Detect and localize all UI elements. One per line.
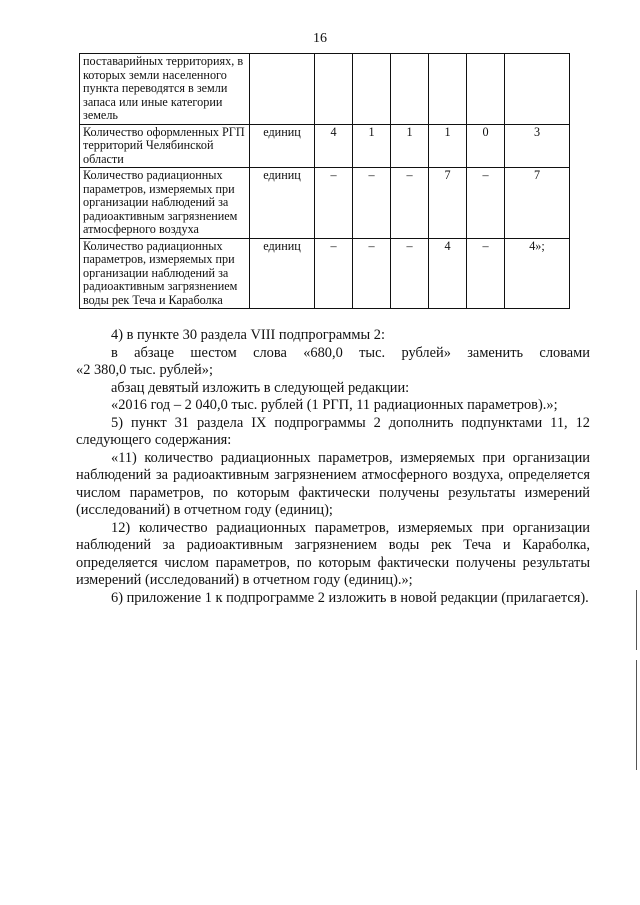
indicators-table bbox=[79, 53, 570, 309]
indicator-name: Количество радиационных параметров, измеряемых при организации наблюдений за радиоактивным загрязнением атмосферного воздуха bbox=[80, 168, 250, 239]
table-row bbox=[80, 124, 570, 168]
indicator-value: 1 bbox=[353, 124, 391, 168]
indicator-value: 3 bbox=[505, 124, 570, 168]
indicator-unit bbox=[250, 54, 315, 125]
paragraph: 4) в пункте 30 раздела VIII подпрограммы 2: bbox=[111, 327, 385, 343]
indicator-value: 4»; bbox=[505, 238, 570, 309]
indicator-value bbox=[429, 54, 467, 125]
indicator-unit: единиц bbox=[250, 124, 315, 168]
indicator-name: Количество оформленных РГП территорий Челябинской области bbox=[80, 124, 250, 168]
paragraph: «11) количество радиационных параметров, измеряемых при организации наблюдений за радиоактивным загрязнением атмосферного воздуха, определяется числом параметров, по которым фактически получены результаты измерений (исследований) в отчетном году (единиц); bbox=[76, 449, 590, 518]
indicator-value bbox=[505, 54, 570, 125]
indicator-value: – bbox=[391, 168, 429, 239]
paragraph: 12) количество радиационных параметров, измеряемых при организации наблюдений за радиоактивным загрязнением воды рек Теча и Караболка, определяется числом параметров, по которым фактически получены результаты измерений (исследований) в отчетном году (единиц).»; bbox=[76, 519, 590, 588]
table-row bbox=[80, 54, 570, 125]
document-body bbox=[76, 327, 590, 607]
indicator-value: – bbox=[315, 168, 353, 239]
indicator-value: – bbox=[353, 238, 391, 309]
indicator-value: 0 bbox=[467, 124, 505, 168]
indicator-value: 4 bbox=[315, 124, 353, 168]
paragraph: абзац девятый изложить в следующей редакции: bbox=[111, 379, 410, 396]
indicator-value: 1 bbox=[391, 124, 429, 168]
scan-edge-mark bbox=[636, 590, 637, 650]
indicator-name: Количество радиационных параметров, измеряемых при организации наблюдений за радиоактивным загрязнением воды рек Теча и Караболка bbox=[80, 238, 250, 309]
paragraph: «2 380,0 тыс. рублей»; bbox=[76, 362, 213, 378]
indicator-value bbox=[315, 54, 353, 125]
indicator-value bbox=[391, 54, 429, 125]
table-row bbox=[80, 238, 570, 309]
indicator-value: – bbox=[391, 238, 429, 309]
paragraph: в абзаце шестом слова «680,0 тыс. рублей» заменить словами bbox=[111, 344, 590, 361]
indicator-value: 4 bbox=[429, 238, 467, 309]
paragraph: «2016 год – 2 040,0 тыс. рублей (1 РГП, 11 радиационных параметров).»; bbox=[111, 397, 558, 413]
table-row bbox=[80, 168, 570, 239]
indicator-value: – bbox=[467, 238, 505, 309]
indicator-value: – bbox=[353, 168, 391, 239]
indicator-value: 1 bbox=[429, 124, 467, 168]
indicator-value: – bbox=[467, 168, 505, 239]
page-number: 16 bbox=[313, 31, 327, 46]
indicator-value bbox=[467, 54, 505, 125]
indicator-name: поставарийных территориях, в которых земли населенного пункта переводятся в земли запаса или иные категории земель bbox=[80, 54, 250, 125]
indicator-value: 7 bbox=[429, 168, 467, 239]
indicator-value: – bbox=[315, 238, 353, 309]
indicator-value: 7 bbox=[505, 168, 570, 239]
paragraph: 5) пункт 31 раздела IX подпрограммы 2 дополнить подпунктами 11, 12 следующего содержания: bbox=[76, 414, 590, 448]
paragraph: 6) приложение 1 к подпрограмме 2 изложить в новой редакции (прилагается). bbox=[111, 589, 589, 606]
indicator-value bbox=[353, 54, 391, 125]
indicator-unit: единиц bbox=[250, 168, 315, 239]
indicator-unit: единиц bbox=[250, 238, 315, 309]
scan-edge-mark bbox=[636, 660, 637, 770]
